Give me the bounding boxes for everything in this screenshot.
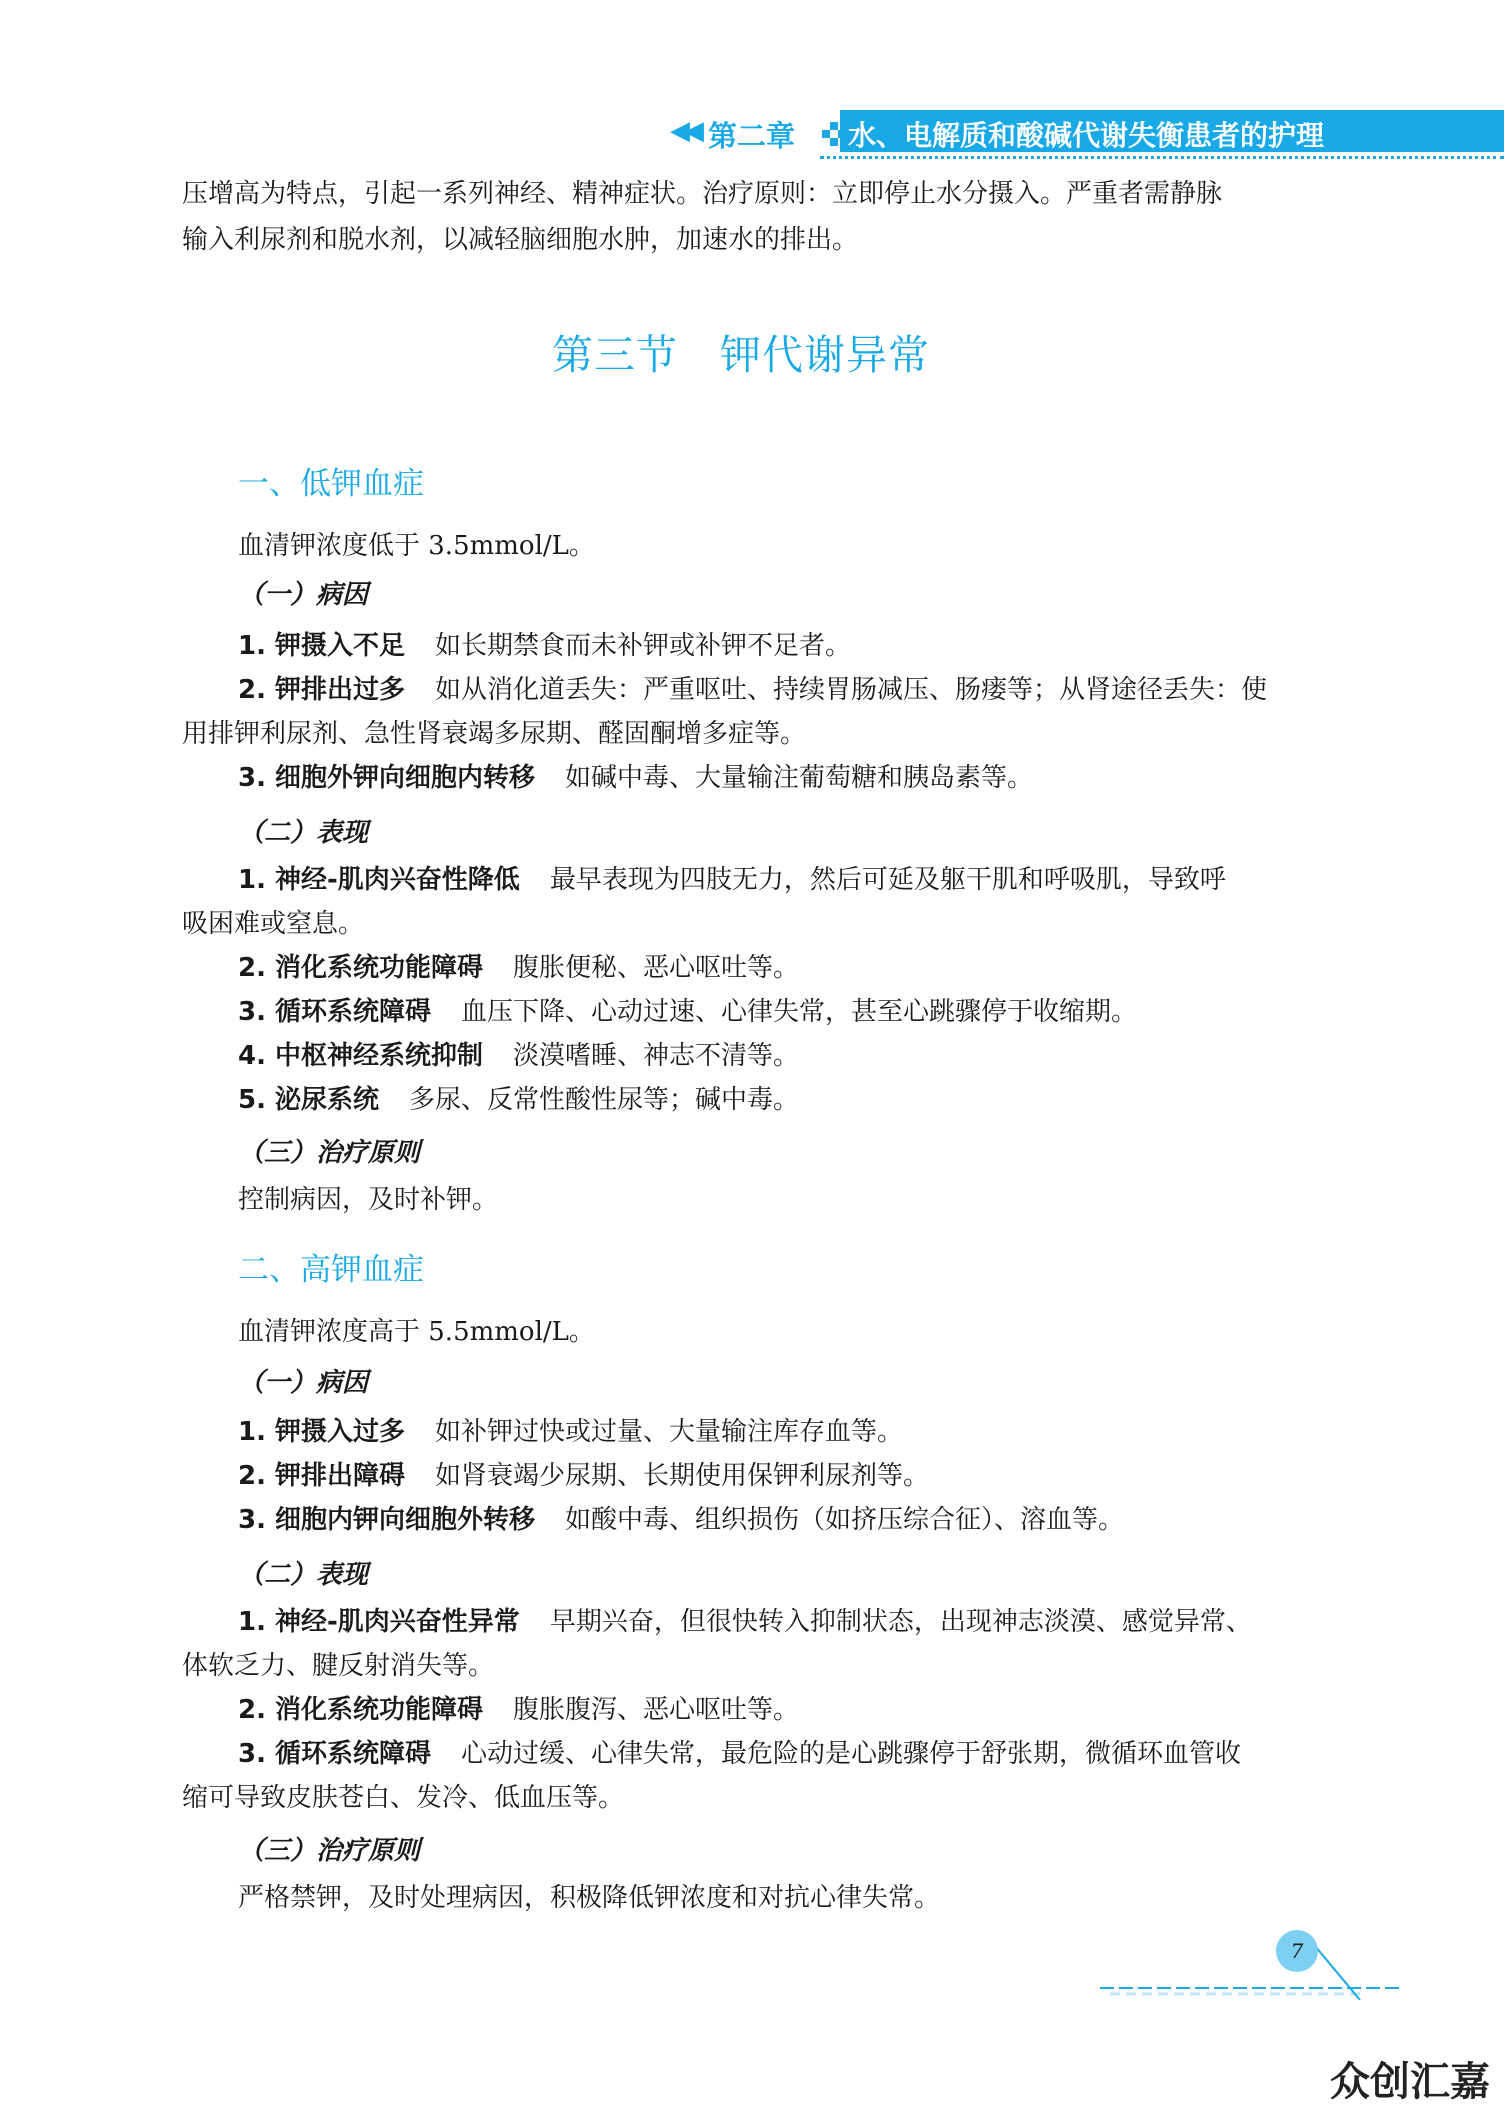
hyperkalemia-treatment-heading: （三）治疗原则: [238, 1836, 421, 1866]
watermark: 众创汇嘉: [1330, 2059, 1490, 2105]
sign-desc: 腹胀便秘、恶心呕吐等。: [513, 953, 800, 983]
cause-desc: 如酸中毒、组织损伤（如挤压综合征）、溶血等。: [565, 1505, 1125, 1535]
cause-desc: 如补钾过快或过量、大量输注库存血等。: [435, 1417, 904, 1447]
hyperkalemia-cause-heading: （一）病因: [238, 1368, 369, 1398]
sign-term: 3. 循环系统障碍: [238, 1739, 432, 1769]
hyperkalemia-cause-3: [238, 1498, 1124, 1542]
hypokalemia-cause-2: [238, 668, 1267, 712]
hypokalemia-cause-heading: （一）病因: [238, 580, 369, 610]
sign-term: 2. 消化系统功能障碍: [238, 953, 484, 983]
hypokalemia-cause-2-cont: 用排钾利尿剂、急性肾衰竭多尿期、醛固酮增多症等。: [182, 719, 807, 749]
intro-line-2: 输入利尿剂和脱水剂，以减轻脑细胞水肿，加速水的排出。: [182, 225, 859, 255]
sign-desc: 心动过缓、心律失常，最危险的是心跳骤停于舒张期，微循环血管收: [461, 1739, 1242, 1769]
cause-term: 1. 钾摄入过多: [238, 1417, 406, 1447]
hypokalemia-cause-1: [238, 624, 851, 668]
sign-term: 5. 泌尿系统: [238, 1085, 380, 1115]
hypokalemia-sign-1-cont: 吸困难或窒息。: [182, 909, 365, 939]
sign-term: 3. 循环系统障碍: [238, 997, 432, 1027]
running-header: [670, 110, 1504, 158]
cause-term: 1. 钾摄入不足: [238, 631, 406, 661]
sign-desc: 腹胀腹泻、恶心呕吐等。: [513, 1695, 800, 1725]
hyperkalemia-sign-1-cont: 体软乏力、腱反射消失等。: [182, 1651, 495, 1681]
cause-term: 3. 细胞外钾向细胞内转移: [238, 763, 536, 793]
sign-desc: 早期兴奋，但很快转入抑制状态，出现神志淡漠、感觉异常、: [549, 1607, 1252, 1637]
hypokalemia-cause-3: [238, 756, 1033, 800]
cause-desc: 如从消化道丢失：严重呕吐、持续胃肠减压、肠瘘等；从肾途径丢失：使: [435, 675, 1268, 705]
cause-desc: 如碱中毒、大量输注葡萄糖和胰岛素等。: [565, 763, 1034, 793]
hypokalemia-sign-5: [238, 1078, 799, 1122]
cause-term: 3. 细胞内钾向细胞外转移: [238, 1505, 536, 1535]
footer-decoration: [1100, 1930, 1400, 2000]
sign-desc: 血压下降、心动过速、心律失常，甚至心跳骤停于收缩期。: [461, 997, 1138, 1027]
sign-term: 1. 神经-肌肉兴奋性异常: [238, 1607, 520, 1637]
page-number: 7: [1276, 1930, 1318, 1972]
hypokalemia-heading: 一、低钾血症: [238, 466, 424, 502]
hyperkalemia-definition: 血清钾浓度高于 5.5mmol/L。: [238, 1317, 595, 1347]
hyperkalemia-sign-3: [238, 1732, 1241, 1776]
hypokalemia-sign-3: [238, 990, 1137, 1034]
cause-desc: 如肾衰竭少尿期、长期使用保钾利尿剂等。: [435, 1461, 930, 1491]
sign-desc: 最早表现为四肢无力，然后可延及躯干肌和呼吸肌，导致呼: [549, 865, 1226, 895]
hyperkalemia-cause-1: [238, 1410, 903, 1454]
header-dotted-rule: [820, 156, 1504, 159]
chapter-label: 第二章: [708, 119, 796, 153]
sign-desc: 淡漠嗜睡、神志不清等。: [513, 1041, 800, 1071]
intro-line-1: 压增高为特点，引起一系列神经、精神症状。治疗原则：立即停止水分摄入。严重者需静脉: [182, 179, 1223, 209]
hyperkalemia-sign-2: [238, 1688, 799, 1732]
section-title: 第三节 钾代谢异常: [552, 331, 930, 379]
hypokalemia-sign-heading: （二）表现: [238, 818, 369, 848]
sign-term: 2. 消化系统功能障碍: [238, 1695, 484, 1725]
chapter-title: 水、电解质和酸碱代谢失衡患者的护理: [848, 119, 1325, 152]
cause-term: 2. 钾排出障碍: [238, 1461, 406, 1491]
hyperkalemia-sign-3-cont: 缩可导致皮肤苍白、发冷、低血压等。: [182, 1783, 625, 1813]
sign-term: 1. 神经-肌肉兴奋性降低: [238, 865, 520, 895]
hyperkalemia-sign-1: [238, 1600, 1252, 1644]
hypokalemia-sign-1: [238, 858, 1226, 902]
double-left-arrow-icon: ◀◀: [670, 116, 698, 146]
hypokalemia-sign-4: [238, 1034, 799, 1078]
hypokalemia-sign-2: [238, 946, 799, 990]
cause-term: 2. 钾排出过多: [238, 675, 406, 705]
sign-desc: 多尿、反常性酸性尿等；碱中毒。: [409, 1085, 800, 1115]
hypokalemia-treatment: 控制病因，及时补钾。: [238, 1185, 499, 1215]
hyperkalemia-heading: 二、高钾血症: [238, 1252, 424, 1288]
hypokalemia-definition: 血清钾浓度低于 3.5mmol/L。: [238, 531, 595, 561]
hyperkalemia-treatment: 严格禁钾，及时处理病因，积极降低钾浓度和对抗心律失常。: [238, 1883, 941, 1913]
hyperkalemia-sign-heading: （二）表现: [238, 1560, 369, 1590]
cause-desc: 如长期禁食而未补钾或补钾不足者。: [435, 631, 852, 661]
hypokalemia-treatment-heading: （三）治疗原则: [238, 1138, 421, 1168]
sign-term: 4. 中枢神经系统抑制: [238, 1041, 484, 1071]
hyperkalemia-cause-2: [238, 1454, 929, 1498]
